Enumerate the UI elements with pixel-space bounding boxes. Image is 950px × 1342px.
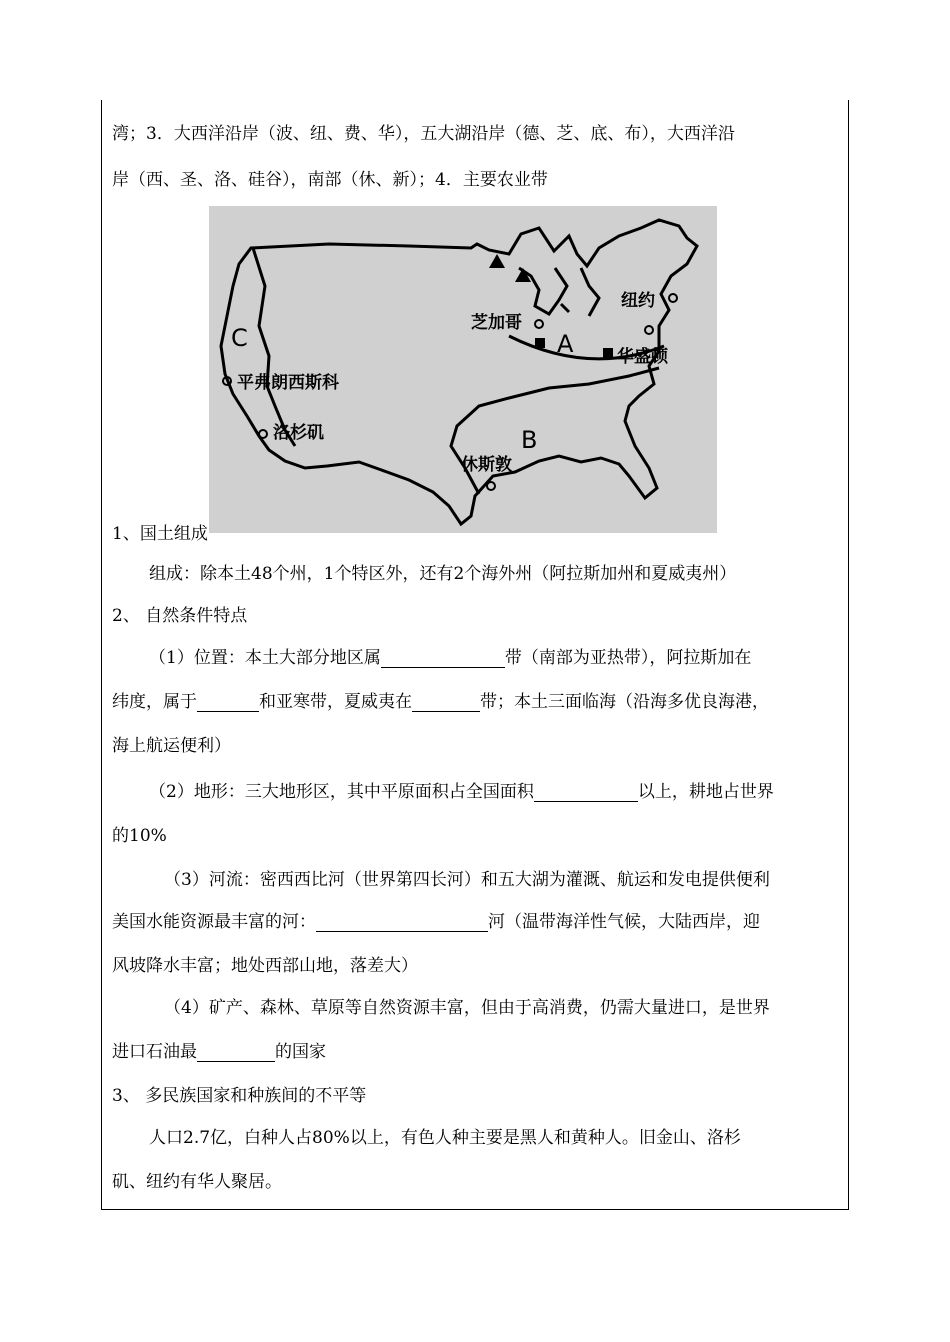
section-3-title: 3、 多民族国家和种族间的不平等 [112, 1086, 367, 1106]
river-line-2: 美国水能资源最丰富的河： 河（温带海洋性气候，大陆西岸，迎 [112, 912, 760, 932]
river-line-3: 风坡降水丰富；地处西部山地，落差大） [112, 956, 418, 976]
blank-plain-ratio[interactable] [534, 784, 638, 802]
map-label-san-francisco: 平弗朗西斯科 [237, 373, 339, 393]
map-label-los-angeles: 洛杉矶 [273, 423, 324, 443]
blank-river-name[interactable] [316, 914, 488, 932]
blank-alaska-zone[interactable] [197, 694, 259, 712]
map-region-b: B [521, 426, 538, 454]
map-label-chicago: 芝加哥 [471, 313, 522, 333]
map-label-new-york: 纽约 [621, 291, 655, 311]
section-1-title: 1、国土组成 [112, 524, 208, 544]
blank-hawaii-zone[interactable] [412, 694, 480, 712]
population-line-1: 人口2.7亿，白种人占80%以上，有色人种主要是黑人和黄种人。旧金山、洛杉 [149, 1128, 741, 1148]
resource-line-2: 进口石油最 的国家 [112, 1042, 326, 1062]
usa-agriculture-map [209, 206, 717, 533]
blank-oil-rank[interactable] [197, 1044, 275, 1062]
position-line-1: （1）位置：本土大部分地区属 带（南部为亚热带），阿拉斯加在 [149, 648, 752, 668]
blank-climate-zone[interactable] [381, 650, 505, 668]
position-line-2: 纬度，属于 和亚寒带，夏威夷在 带；本土三面临海（沿海多优良海港， [112, 692, 769, 712]
population-line-2: 矶、纽约有华人聚居。 [112, 1172, 282, 1192]
river-line-1: （3）河流：密西西比河（世界第四长河）和五大湖为灌溉、航运和发电提供便利 [164, 870, 770, 890]
position-line-3: 海上航运便利） [112, 736, 231, 756]
map-region-c: C [231, 324, 248, 352]
section-2-title: 2、 自然条件特点 [112, 606, 248, 626]
map-label-houston: 休斯敦 [461, 455, 512, 475]
resource-line-1: （4）矿产、森林、草原等自然资源丰富，但由于高消费，仍需大量进口，是世界 [164, 998, 770, 1018]
text-line: 湾；3．大西洋沿岸（波、纽、费、华），五大湖沿岸（德、芝、底、布），大西洋沿 [112, 124, 735, 144]
section-1-body: 组成：除本土48个州，1个特区外，还有2个海外州（阿拉斯加州和夏威夷州） [149, 564, 737, 584]
map-region-a: A [557, 330, 574, 358]
terrain-line-1: （2）地形：三大地形区，其中平原面积占全国面积 以上，耕地占世界 [149, 782, 774, 802]
map-label-washington: 华盛顿 [617, 347, 668, 367]
text-line: 岸（西、圣、洛、硅谷），南部（休、新）；4．主要农业带 [112, 170, 548, 190]
terrain-line-2: 的10% [112, 826, 167, 846]
